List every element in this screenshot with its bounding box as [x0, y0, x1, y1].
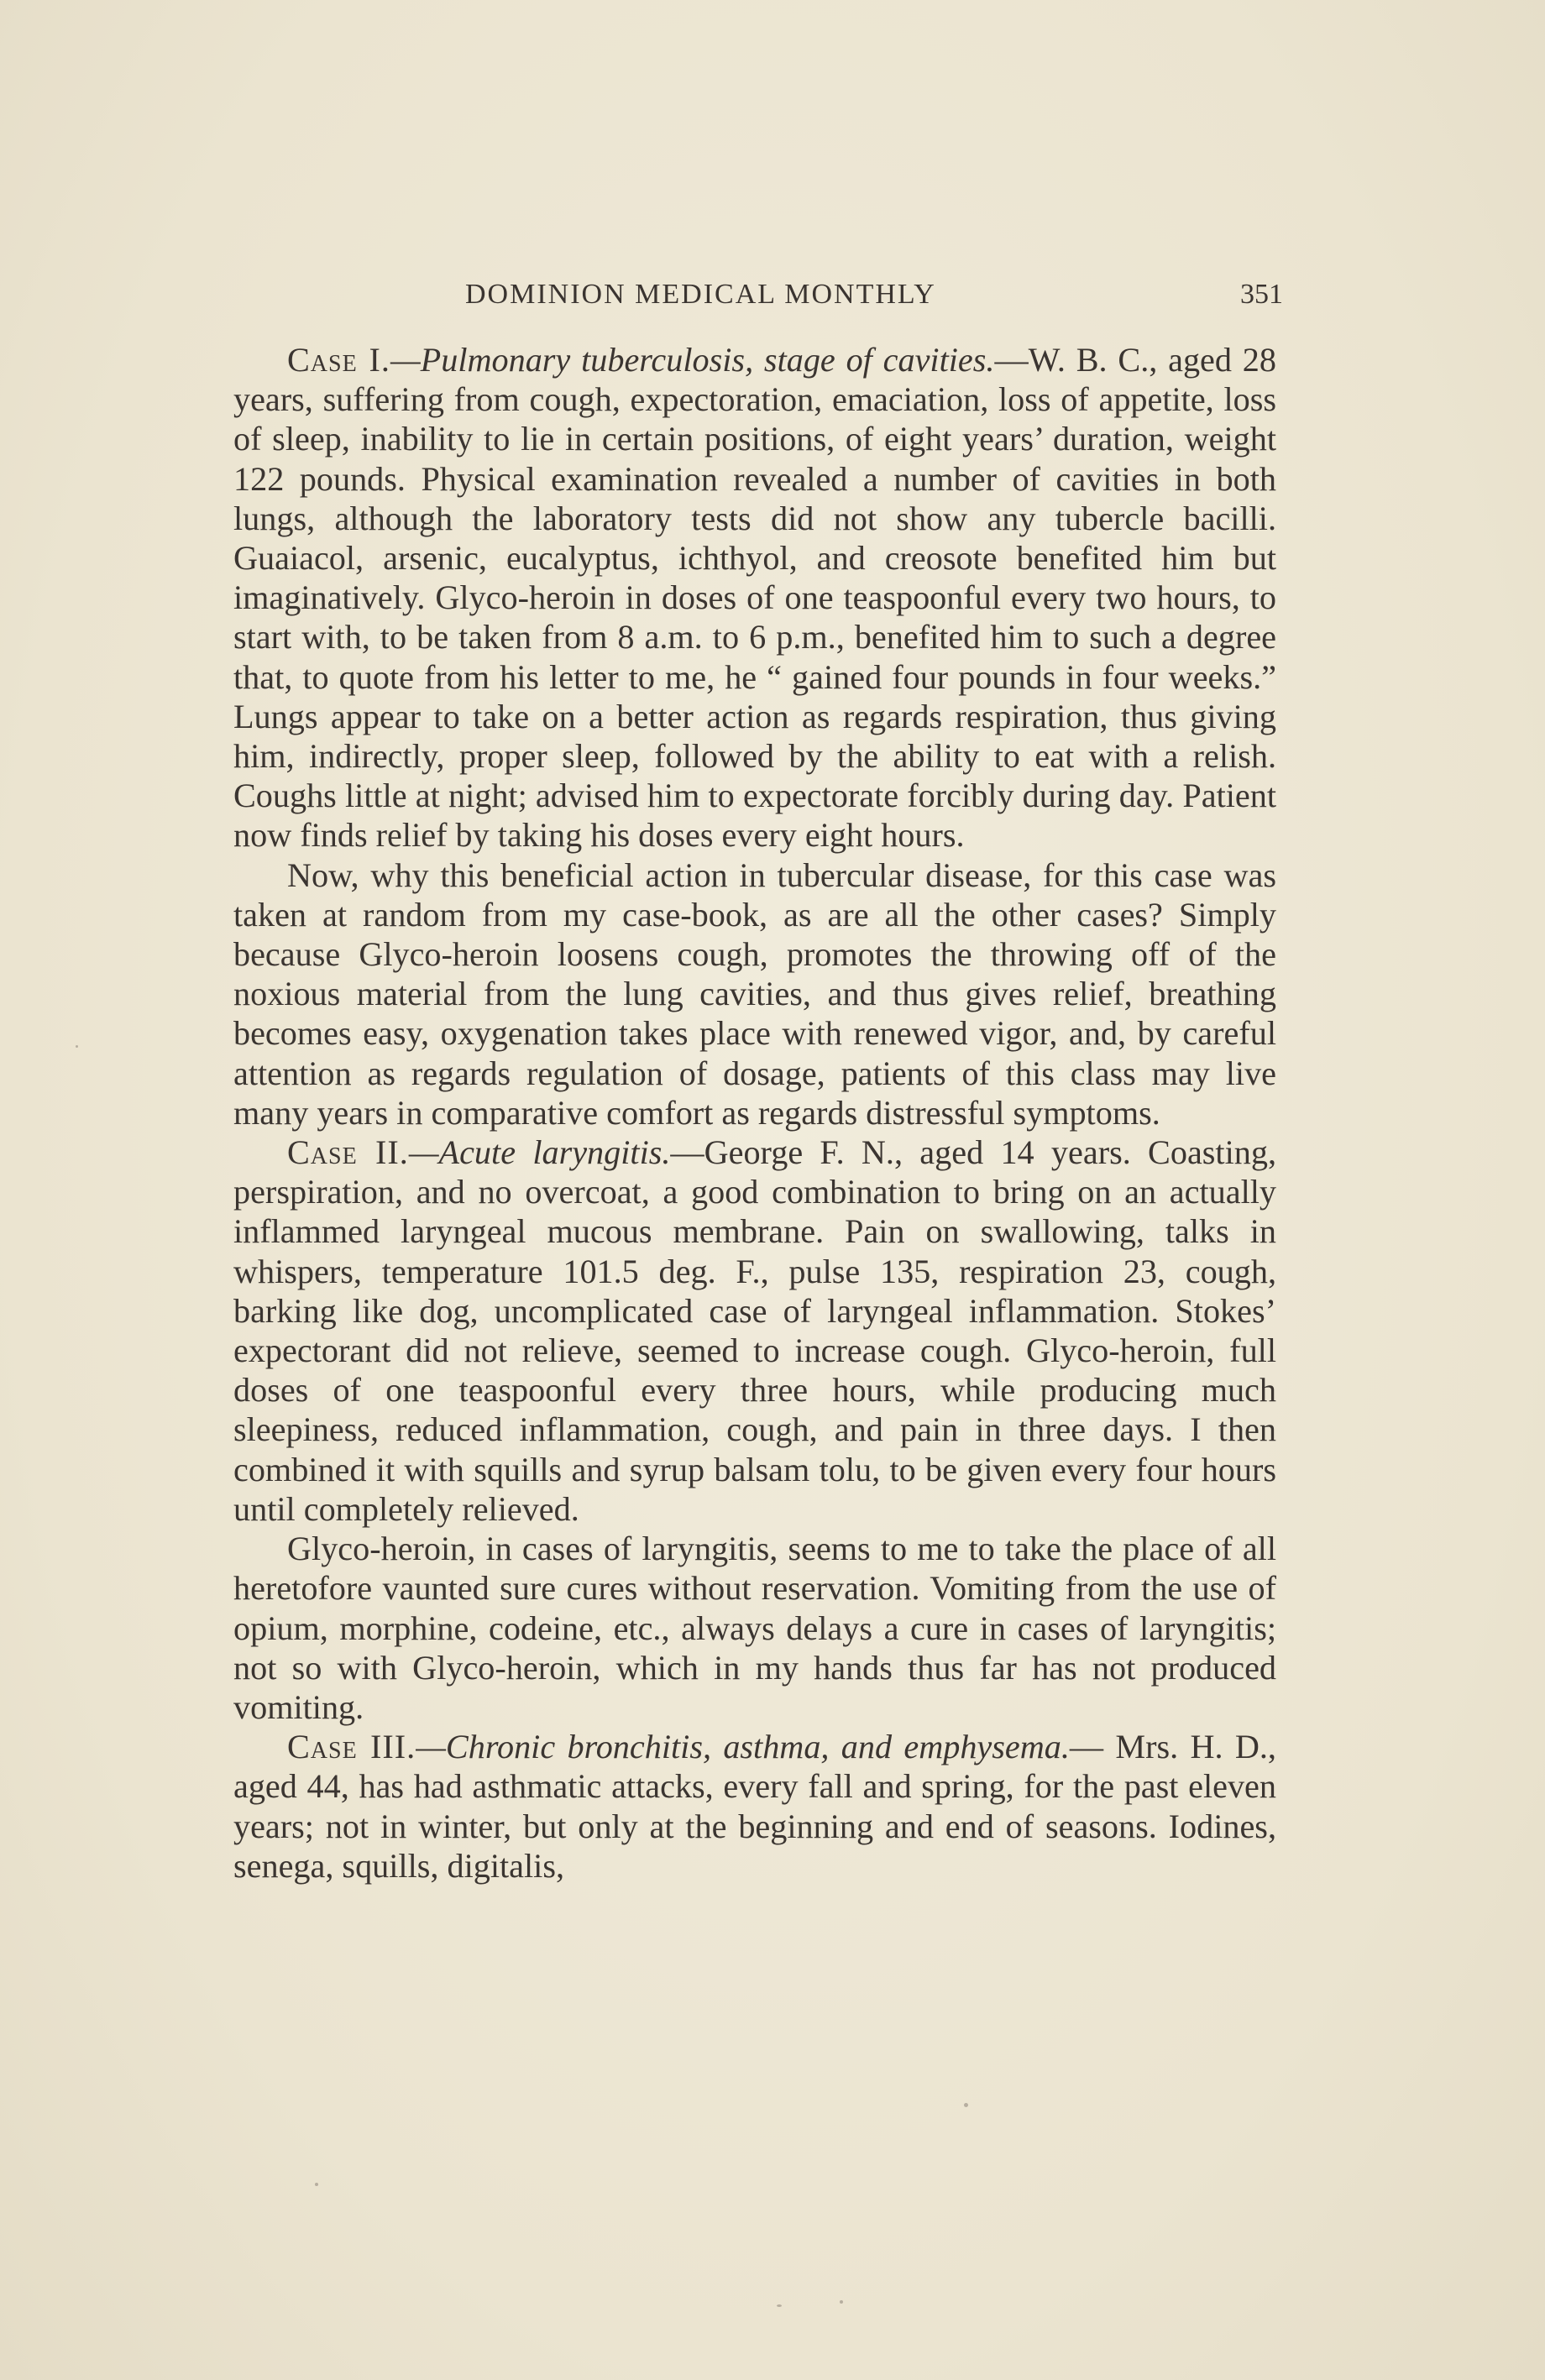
paragraph-text: Now, why this beneficial action in tubercular disease, for this case was taken at random from my case-book, as are all the other cases? Simply because Glyco-heroin loosens cough, promotes the throwing off of the noxious material from the lung cavities, and thus gives relief, breathing becomes easy, oxygenation takes place with renewed vigor, and, by careful attention as regards regulation of dosage, patients of this class may live many years in comparative comfort as regards distressful symptoms. [233, 855, 1276, 1132]
paragraph-case-1 [233, 340, 1276, 855]
paragraph-commentary-2 [233, 1529, 1276, 1727]
paper-speck [777, 2304, 782, 2307]
case-title: —Chronic bronchitis, asthma, and emphysema. [416, 1728, 1070, 1766]
paragraph-commentary-1 [233, 855, 1276, 1132]
case-label: Case II. [287, 1133, 409, 1172]
paper-speck [76, 1045, 78, 1048]
paragraph-text: —George F. N., aged 14 years. Coasting, perspiration, and no overcoat, a good combination to bring on an actually inflammed laryngeal mucous membrane. Pain on swallowing, talks in whispers, temperature 101.5 deg. F., pulse 135, respiration 23, cough, barking like dog, uncomplicated case of laryngeal inflammation. Stokes’ expectorant did not relieve, seemed to increase cough. Glyco-heroin, full doses of one teaspoonful every three hours, while producing much sleepiness, reduced inflammation, cough, and pain in three days. I then combined it with squills and syrup balsam tolu, to be given every four hours until completely relieved. [233, 1133, 1276, 1528]
running-title: DOMINION MEDICAL MONTHLY [465, 279, 936, 310]
paragraph-text: Glyco-heroin, in cases of laryngitis, seems to me to take the place of all heretofore vaunted sure cures without reservation. Vomiting from the use of opium, morphine, codeine, etc., always delays a cure in cases of laryngitis; not so with Glyco-heroin, which in my hands thus far has not produced vomiting. [233, 1530, 1276, 1726]
page-number: 351 [1240, 279, 1283, 310]
paper-speck [840, 2300, 843, 2304]
case-label: Case I. [287, 341, 390, 379]
paragraph-text: — Mrs. H. D., aged 44, has had asthmatic attacks, every fall and spring, for the past eleven years; not in winter, but only at the beginning and end of seasons. Iodines, senega, squills, digitalis, [233, 1728, 1276, 1885]
case-title: —Pulmonary tuberculosis, stage of cavities. [390, 341, 995, 379]
page-header [233, 279, 1283, 321]
paper-speck [964, 2103, 968, 2107]
paragraph-case-2 [233, 1132, 1276, 1529]
paragraph-text: —W. B. C., aged 28 years, suffering from cough, expectoration, emaciation, loss of appetite, loss of sleep, inability to lie in certain positions, of eight years’ duration, weight 122 pounds. Physical examination revealed a number of cavities in both lungs, although the laboratory tests did not show any tubercle bacilli. Guaiacol, arsenic, eucalyptus, ichthyol, and creosote benefited him but imaginatively. Glyco-heroin in doses of one teaspoonful every two hours, to start with, to be taken from 8 a.m. to 6 p.m., benefited him to such a degree that, to quote from his letter to me, he “ gained four pounds in four weeks.” Lungs appear to take on a better action as regards respiration, thus giving him, indirectly, proper sleep, followed by the ability to eat with a relish. Coughs little at night; advised him to expectorate forcibly during day. Patient now finds relief by taking his doses every eight hours. [233, 341, 1276, 855]
body-text [233, 340, 1276, 1886]
paragraph-case-3 [233, 1727, 1276, 1886]
paper-speck [315, 2183, 318, 2186]
case-label: Case III. [287, 1728, 416, 1766]
case-title: —Acute laryngitis. [408, 1133, 671, 1172]
